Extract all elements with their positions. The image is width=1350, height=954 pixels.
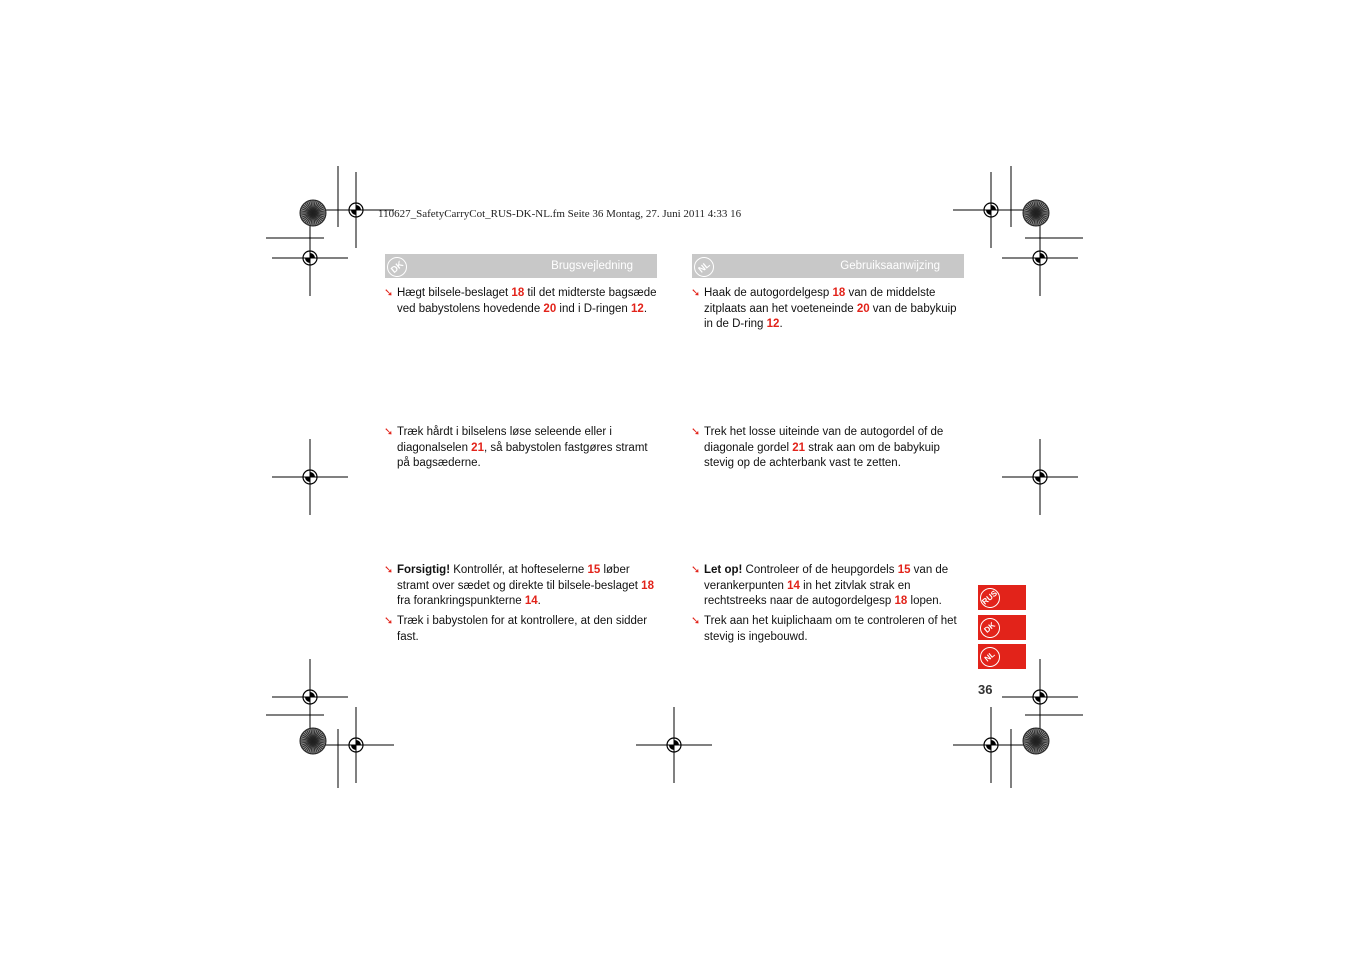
step-nl-4: ➘ Trek aan het kuiplichaam om te controleren of het stevig is ingebouwd.: [691, 615, 957, 643]
step-dk-2: ➘ Træk hårdt i bilselens løse seleende eller i diagonalselen 21, så babystolen fastgøres stramt på bagsæderne.: [384, 426, 648, 469]
lang-tab-rus: RUS: [978, 585, 1026, 610]
section-title-nl: Gebruiksaanwijzing: [840, 260, 940, 272]
registration-mark: [1002, 439, 1078, 515]
starburst-mark: [1023, 200, 1049, 226]
registration-mark: [1002, 659, 1078, 735]
registration-mark: [272, 220, 348, 296]
step-dk-3: ➘ Forsigtig! Kontrollér, at hofteselerne 15 løber stramt over sædet og direkte til bilsele-beslaget 18 fra forankringspunkterne 14.: [384, 564, 654, 607]
starburst-mark: [1023, 728, 1049, 754]
step-dk-4: ➘ Træk i babystolen for at kontrollere, at den sidder fast.: [384, 615, 648, 643]
file-info: 110627_SafetyCarryCot_RUS-DK-NL.fm Seite 36 Montag, 27. Juni 2011 4:33 16: [378, 208, 742, 220]
registration-mark: [272, 659, 348, 735]
lang-tab-dk: DK: [978, 615, 1026, 640]
registration-mark: [953, 172, 1029, 248]
step-nl-1: ➘ Haak de autogordelgesp 18 van de middelste zitplaats aan het voeteneinde 20 van de babykuip in de D-ring 12.: [691, 287, 957, 330]
registration-mark: [636, 707, 712, 783]
step-dk-1: ➘ Hægt bilsele-beslaget 18 til det midterste bagsæde ved babystolens hovedende 20 ind i D-ringen 12.: [384, 287, 657, 315]
lang-tab-nl: NL: [978, 644, 1026, 669]
header-bar-nl: [692, 254, 964, 278]
registration-mark: [318, 707, 394, 783]
registration-mark: [1002, 220, 1078, 296]
page-number: 36: [978, 682, 993, 697]
starburst-mark: [300, 200, 326, 226]
starburst-mark: [300, 728, 326, 754]
step-nl-2: ➘ Trek het losse uiteinde van de autogordel of de diagonale gordel 21 strak aan om de babykuip stevig op de achterbank vast te zetten.: [691, 426, 944, 469]
registration-mark: [953, 707, 1029, 783]
step-nl-3: ➘ Let op! Controleer of de heupgordels 15 van de verankerpunten 14 in het zitvlak strak en rechtstreeks naar de autogordelgesp 18 lopen.: [691, 564, 949, 607]
registration-mark: [272, 439, 348, 515]
section-title-dk: Brugsvejledning: [551, 260, 633, 272]
lang-badge-nl: NL: [690, 253, 718, 281]
header-bar-dk: [385, 254, 657, 278]
lang-badge-dk: DK: [383, 253, 411, 281]
